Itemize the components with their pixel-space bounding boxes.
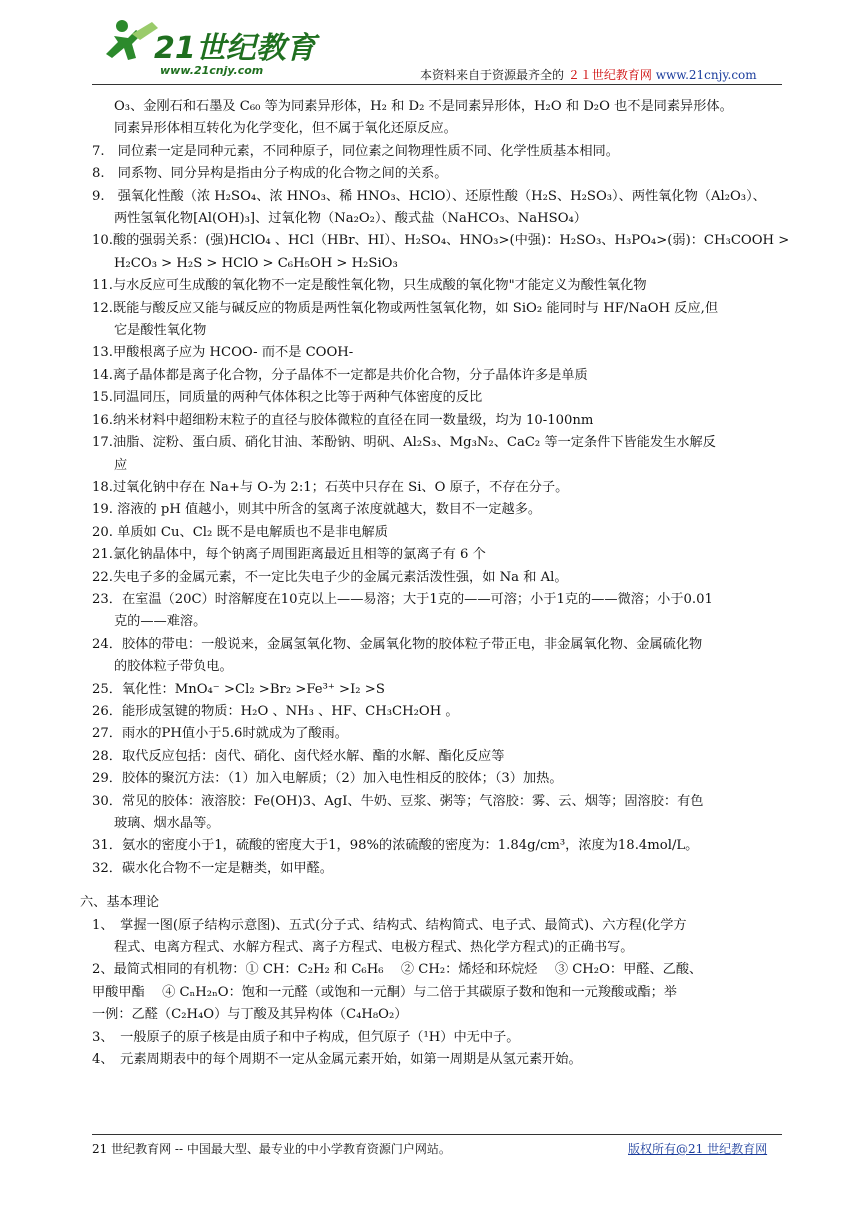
text-line: 程式、电离方程式、水解方程式、离子方程式、电极方程式、热化学方程式)的正确书写。	[114, 940, 634, 956]
text-line: 玻璃、烟水晶等。	[114, 816, 220, 831]
text-line: 18.过氧化钠中存在 Na+与 O-为 2:1；石英中只存在 Si、O 原子，不存在分子。	[92, 479, 569, 495]
text-line: 27．雨水的PH值小于5.6时就成为了酸雨。	[92, 726, 348, 742]
text-line: 3、 一般原子的原子核是由质子和中子构成，但氕原子（¹H）中无中子。	[92, 1029, 520, 1045]
text-line: 甲酸甲酯 ④ CₙH₂ₙO：饱和一元醛（或饱和一元酮）与二倍于其碳原子数和饱和一元羧酸或酯；举	[92, 984, 677, 1000]
text-line: 12.既能与酸反应又能与碱反应的物质是两性氧化物或两性氢氧化物，如 SiO₂ 能同时与 HF/NaOH 反应,但	[92, 300, 719, 316]
text-line: 21.氯化钠晶体中，每个钠离子周围距离最近且相等的氯离子有 6 个	[92, 547, 486, 563]
source-url[interactable]: www.21cnjy.com	[655, 68, 757, 82]
text-line: 22.失电子多的金属元素，不一定比失电子少的金属元素活泼性强，如 Na 和 Al。	[92, 569, 568, 585]
text-line: 30．常见的胶体：液溶胶：Fe(OH)3、AgI、牛奶、豆浆、粥等；气溶胶：雾、云、烟等；固溶胶：有色	[92, 793, 704, 809]
text-line: 7. 同位素一定是同种元素，不同种原子，同位素之间物理性质不同、化学性质基本相同。	[92, 143, 619, 159]
text-line: 13.甲酸根离子应为 HCOO- 而不是 COOH-	[92, 345, 354, 361]
text-line: 25．氧化性：MnO₄⁻ >Cl₂ >Br₂ >Fe³⁺ >I₂ >S	[92, 681, 385, 697]
text-line: 28．取代反应包括：卤代、硝化、卤代烃水解、酯的水解、酯化反应等	[92, 748, 505, 764]
text-line: 26．能形成氢键的物质：H₂O 、NH₃ 、HF、CH₃CH₂OH 。	[92, 703, 459, 719]
text-line: 11.与水反应可生成酸的氧化物不一定是酸性氧化物，只生成酸的氧化物"才能定义为酸性氧化物	[92, 278, 647, 294]
text-line: 10.酸的强弱关系：(强)HClO₄ 、HCl（HBr、HI）、H₂SO₄、HNO₃>(中强)：H₂SO₃、H₃PO₄>(弱)：CH₃COOH >	[92, 233, 790, 249]
text-line: 克的——难溶。	[114, 614, 207, 630]
document-body	[80, 96, 792, 1071]
footer-rule	[92, 1134, 782, 1135]
text-line: 32．碳水化合物不一定是糖类，如甲醛。	[92, 860, 333, 876]
section-heading: 六、基本理论	[80, 895, 160, 911]
text-line: 23．在室温（20C）时溶解度在10克以上——易溶；大于1克的——可溶；小于1克的——微溶；小于0.01	[92, 591, 713, 607]
text-line: H₂CO₃ > H₂S > HClO > C₆H₅OH > H₂SiO₃	[114, 255, 398, 271]
header-source	[420, 66, 757, 83]
logo-url: www.21cnjy.com	[160, 64, 264, 77]
text-line: 15.同温同压，同质量的两种气体体积之比等于两种气体密度的反比	[92, 390, 483, 406]
source-prefix: 本资料来自于资源最齐全的	[420, 68, 565, 82]
text-line: 16.纳米材料中超细粉末粒子的直径与胶体微粒的直径在同一数量级，均为 10-100nm	[92, 412, 594, 428]
text-line: 同素异形体相互转化为化学变化，但不属于氧化还原反应。	[114, 121, 457, 137]
text-line: 两性氢氧化物[Al(OH)₃]、过氧化物（Na₂O₂）、酸式盐（NaHCO₃、NaHSO₄）	[114, 211, 587, 227]
text-line: 1、 掌握一图(原子结构示意图)、五式(分子式、结构式、结构简式、电子式、最简式)、六方程(化学方	[92, 917, 687, 933]
text-line: 20. 单质如 Cu、Cl₂ 既不是电解质也不是非电解质	[92, 524, 388, 540]
text-line: 4、 元素周期表中的每个周期不一定从金属元素开始，如第一周期是从氢元素开始。	[92, 1052, 582, 1068]
text-line: 9. 强氧化性酸（浓 H₂SO₄、浓 HNO₃、稀 HNO₃、HClO）、还原性酸（H₂S、H₂SO₃）、两性氧化物（Al₂O₃）、	[92, 188, 766, 204]
text-line: 19. 溶液的 pH 值越小，则其中所含的氢离子浓度就越大，数目不一定越多。	[92, 502, 542, 518]
text-line: 31．氨水的密度小于1，硫酸的密度大于1，98%的浓硫酸的密度为：1.84g/cm³，浓度为18.4mol/L。	[92, 838, 699, 854]
text-line: 17.油脂、淀粉、蛋白质、硝化甘油、苯酚钠、明矾、Al₂S₃、Mg₃N₂、CaC₂ 等一定条件下皆能发生水解反	[92, 435, 716, 451]
text-line: O₃、金刚石和石墨及 C₆₀ 等为同素异形体，H₂ 和 D₂ 不是同素异形体，H₂O 和 D₂O 也不是同素异形体。	[114, 99, 733, 114]
text-line: 它是酸性氧化物	[114, 323, 207, 339]
text-line: 2、最简式相同的有机物：① CH：C₂H₂ 和 C₆H₆ ② CH₂：烯烃和环烷烃 ③ CH₂O：甲醛、乙酸、	[92, 962, 703, 978]
text-line: 一例：乙醛（C₂H₄O）与丁酸及其异构体（C₄H₈O₂）	[92, 1007, 408, 1023]
text-line: 的胶体粒子带负电。	[114, 659, 233, 675]
copyright-link[interactable]: 版权所有@21 世纪教育网	[628, 1142, 768, 1156]
footer-text: 21 世纪教育网 -- 中国最大型、最专业的中小学教育资源门户网站。	[92, 1142, 451, 1156]
text-line: 8. 同系物、同分异构是指由分子构成的化合物之间的关系。	[92, 166, 448, 182]
text-line: 29．胶体的聚沉方法：（1）加入电解质；（2）加入电性相反的胶体；（3）加热。	[92, 771, 563, 787]
site-logo	[92, 14, 316, 80]
header-rule	[92, 84, 782, 85]
text-line: 14.离子晶体都是离子化合物，分子晶体不一定都是共价化合物，分子晶体许多是单质	[92, 367, 588, 383]
logo-text: 21世纪教育	[154, 31, 316, 66]
text-line: 24．胶体的带电：一般说来，金属氢氧化物、金属氧化物的胶体粒子带正电，非金属氧化物、金属硫化物	[92, 636, 703, 652]
source-site[interactable]: ２１世纪教育网	[567, 68, 652, 82]
text-line: 应	[114, 457, 128, 473]
